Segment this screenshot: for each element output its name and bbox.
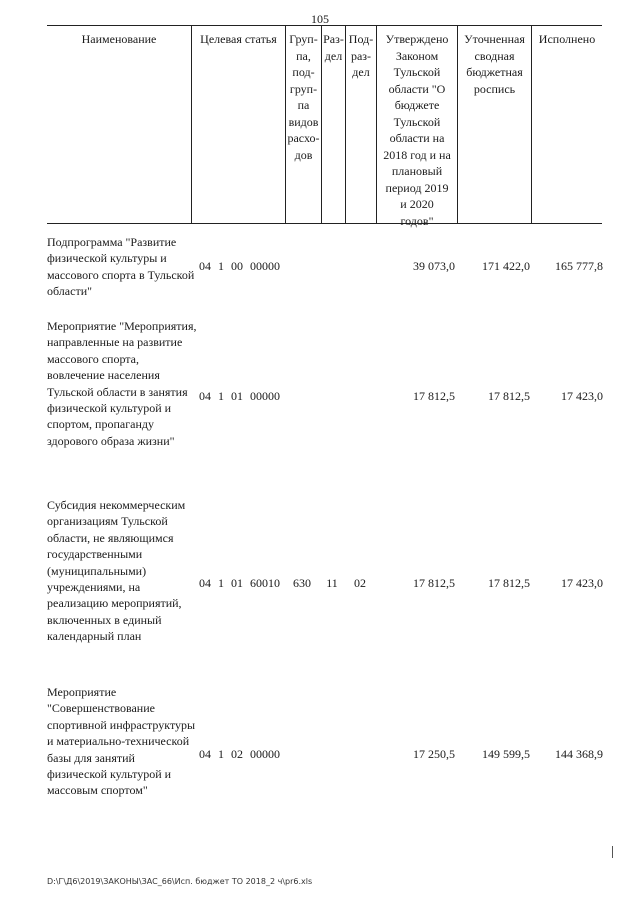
row-code: 04 1 00 00000 — [199, 259, 280, 273]
margin-mark — [612, 846, 613, 858]
row-code: 04 1 01 60010 — [199, 576, 280, 590]
row-group: 630 — [293, 576, 311, 590]
header-subsection: Под- раз- дел — [345, 26, 376, 223]
row-section: 11 — [326, 576, 338, 590]
header-target: Целевая статья — [191, 26, 285, 223]
row-executed: 165 777,8 — [555, 259, 603, 273]
header-section: Раз- дел — [321, 26, 345, 223]
row-executed: 17 423,0 — [561, 389, 603, 403]
header-name: Наименование — [81, 32, 157, 46]
row-approved: 17 250,5 — [413, 747, 455, 761]
row-executed: 17 423,0 — [561, 576, 603, 590]
row-name: Мероприятие "Совершенствование спортивной инфраструктуры и материально-технической базы для занятий физической культурой и массовым спортом" — [47, 685, 196, 798]
row-specified: 149 599,5 — [482, 747, 530, 761]
row-specified: 171 422,0 — [482, 259, 530, 273]
file-path-footer: D:\Г\Д6\2019\ЗАКОНЫ\ЗАС_66\Исп. бюджет ТО 2018_2 ч\pr6.xls — [47, 877, 313, 886]
row-approved: 17 812,5 — [413, 576, 455, 590]
header-executed: Исполнено — [531, 26, 602, 223]
table-header — [47, 25, 602, 228]
row-specified: 17 812,5 — [488, 576, 530, 590]
row-name: Подпрограмма "Развитие физической культуры и массового спорта в Тульской области" — [47, 235, 195, 299]
row-name: Субсидия некоммерческим организациям Тульской области, не являющимся государственными (муниципальными) учреждениями, на реализацию мероприятий, включенных в единый календарный план — [47, 498, 186, 644]
header-group: Груп- па, под- груп- па видов расхо- дов — [285, 26, 321, 223]
row-specified: 17 812,5 — [488, 389, 530, 403]
header-approved: Утверждено Законом Тульской области "О бюджете Тульской области на 2018 год и на плановый период 2019 и 2020 годов" — [376, 26, 457, 223]
row-code: 04 1 02 00000 — [199, 747, 280, 761]
row-name: Мероприятие "Мероприятия, направленные на развитие массового спорта, вовлечение населения Тульской области в занятия физической культурой и спортом, пропаганду здорового образа жизни" — [47, 319, 197, 448]
page-number: 105 — [311, 12, 329, 26]
row-executed: 144 368,9 — [555, 747, 603, 761]
row-subsection: 02 — [354, 576, 366, 590]
row-approved: 39 073,0 — [413, 259, 455, 273]
row-code: 04 1 01 00000 — [199, 389, 280, 403]
header-specified: Уточненная сводная бюджетная роспись — [457, 26, 531, 223]
row-approved: 17 812,5 — [413, 389, 455, 403]
